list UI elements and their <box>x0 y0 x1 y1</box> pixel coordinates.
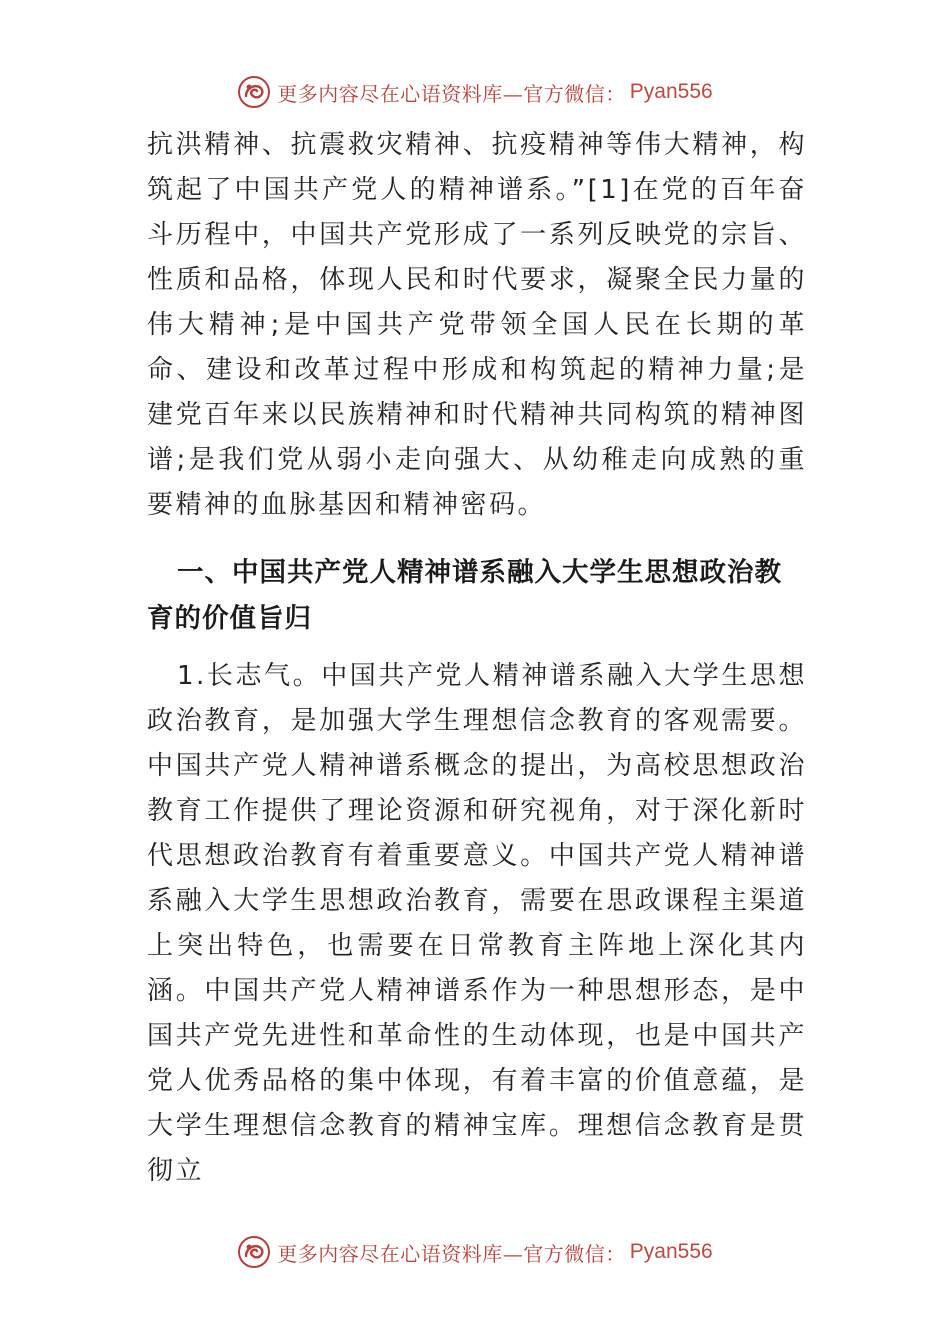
paragraph-2: 1.长志气。中国共产党人精神谱系融入大学生思想政治教育，是加强大学生理想信念教育的客观需要。中国共产党人精神谱系概念的提出，为高校思想政治教育工作提供了理论资源和研究视角，对于深化新时代思想政治教育有着重要意义。中国共产党人精神谱系融入大学生思想政治教育，需要在思政课程主渠道上突出特色，也需要在日常教育主阵地上深化其内涵。中国共产党人精神谱系作为一种思想形态，是中国共产党先进性和革命性的生动体现，也是中国共产党人优秀品格的集中体现，有着丰富的价值意蕴，是大学生理想信念教育的精神宝库。理想信念教育是贯彻立 <box>147 661 807 1186</box>
footer-banner-text: 更多内容尽在心语资料库—官方微信： <box>277 1241 626 1266</box>
footer-banner-handle: Pyan556 <box>629 1240 713 1263</box>
footer-banner <box>0 1232 950 1272</box>
header-banner <box>0 72 950 112</box>
red-swirl-logo-icon <box>237 75 271 109</box>
section-heading-1: 一、中国共产党人精神谱系融入大学生思想政治教育的价值旨归 <box>147 557 782 634</box>
header-banner-handle: Pyan556 <box>629 80 713 103</box>
paragraph-1: 抗洪精神、抗震救灾精神、抗疫精神等伟大精神，构筑起了中国共产党人的精神谱系。”[1]在党的百年奋斗历程中，中国共产党形成了一系列反映党的宗旨、性质和品格，体现人民和时代要求，凝聚全民力量的伟大精神;是中国共产党带领全国人民在长期的革命、建设和改革过程中形成和构筑起的精神力量;是建党百年来以民族精神和时代精神共同构筑的精神图谱;是我们党从弱小走向强大、从幼稚走向成熟的重要精神的血脉基因和精神密码。 <box>147 130 807 520</box>
red-swirl-logo-icon <box>237 1235 271 1269</box>
document-body <box>147 123 807 1194</box>
header-banner-text: 更多内容尽在心语资料库—官方微信： <box>277 81 626 106</box>
